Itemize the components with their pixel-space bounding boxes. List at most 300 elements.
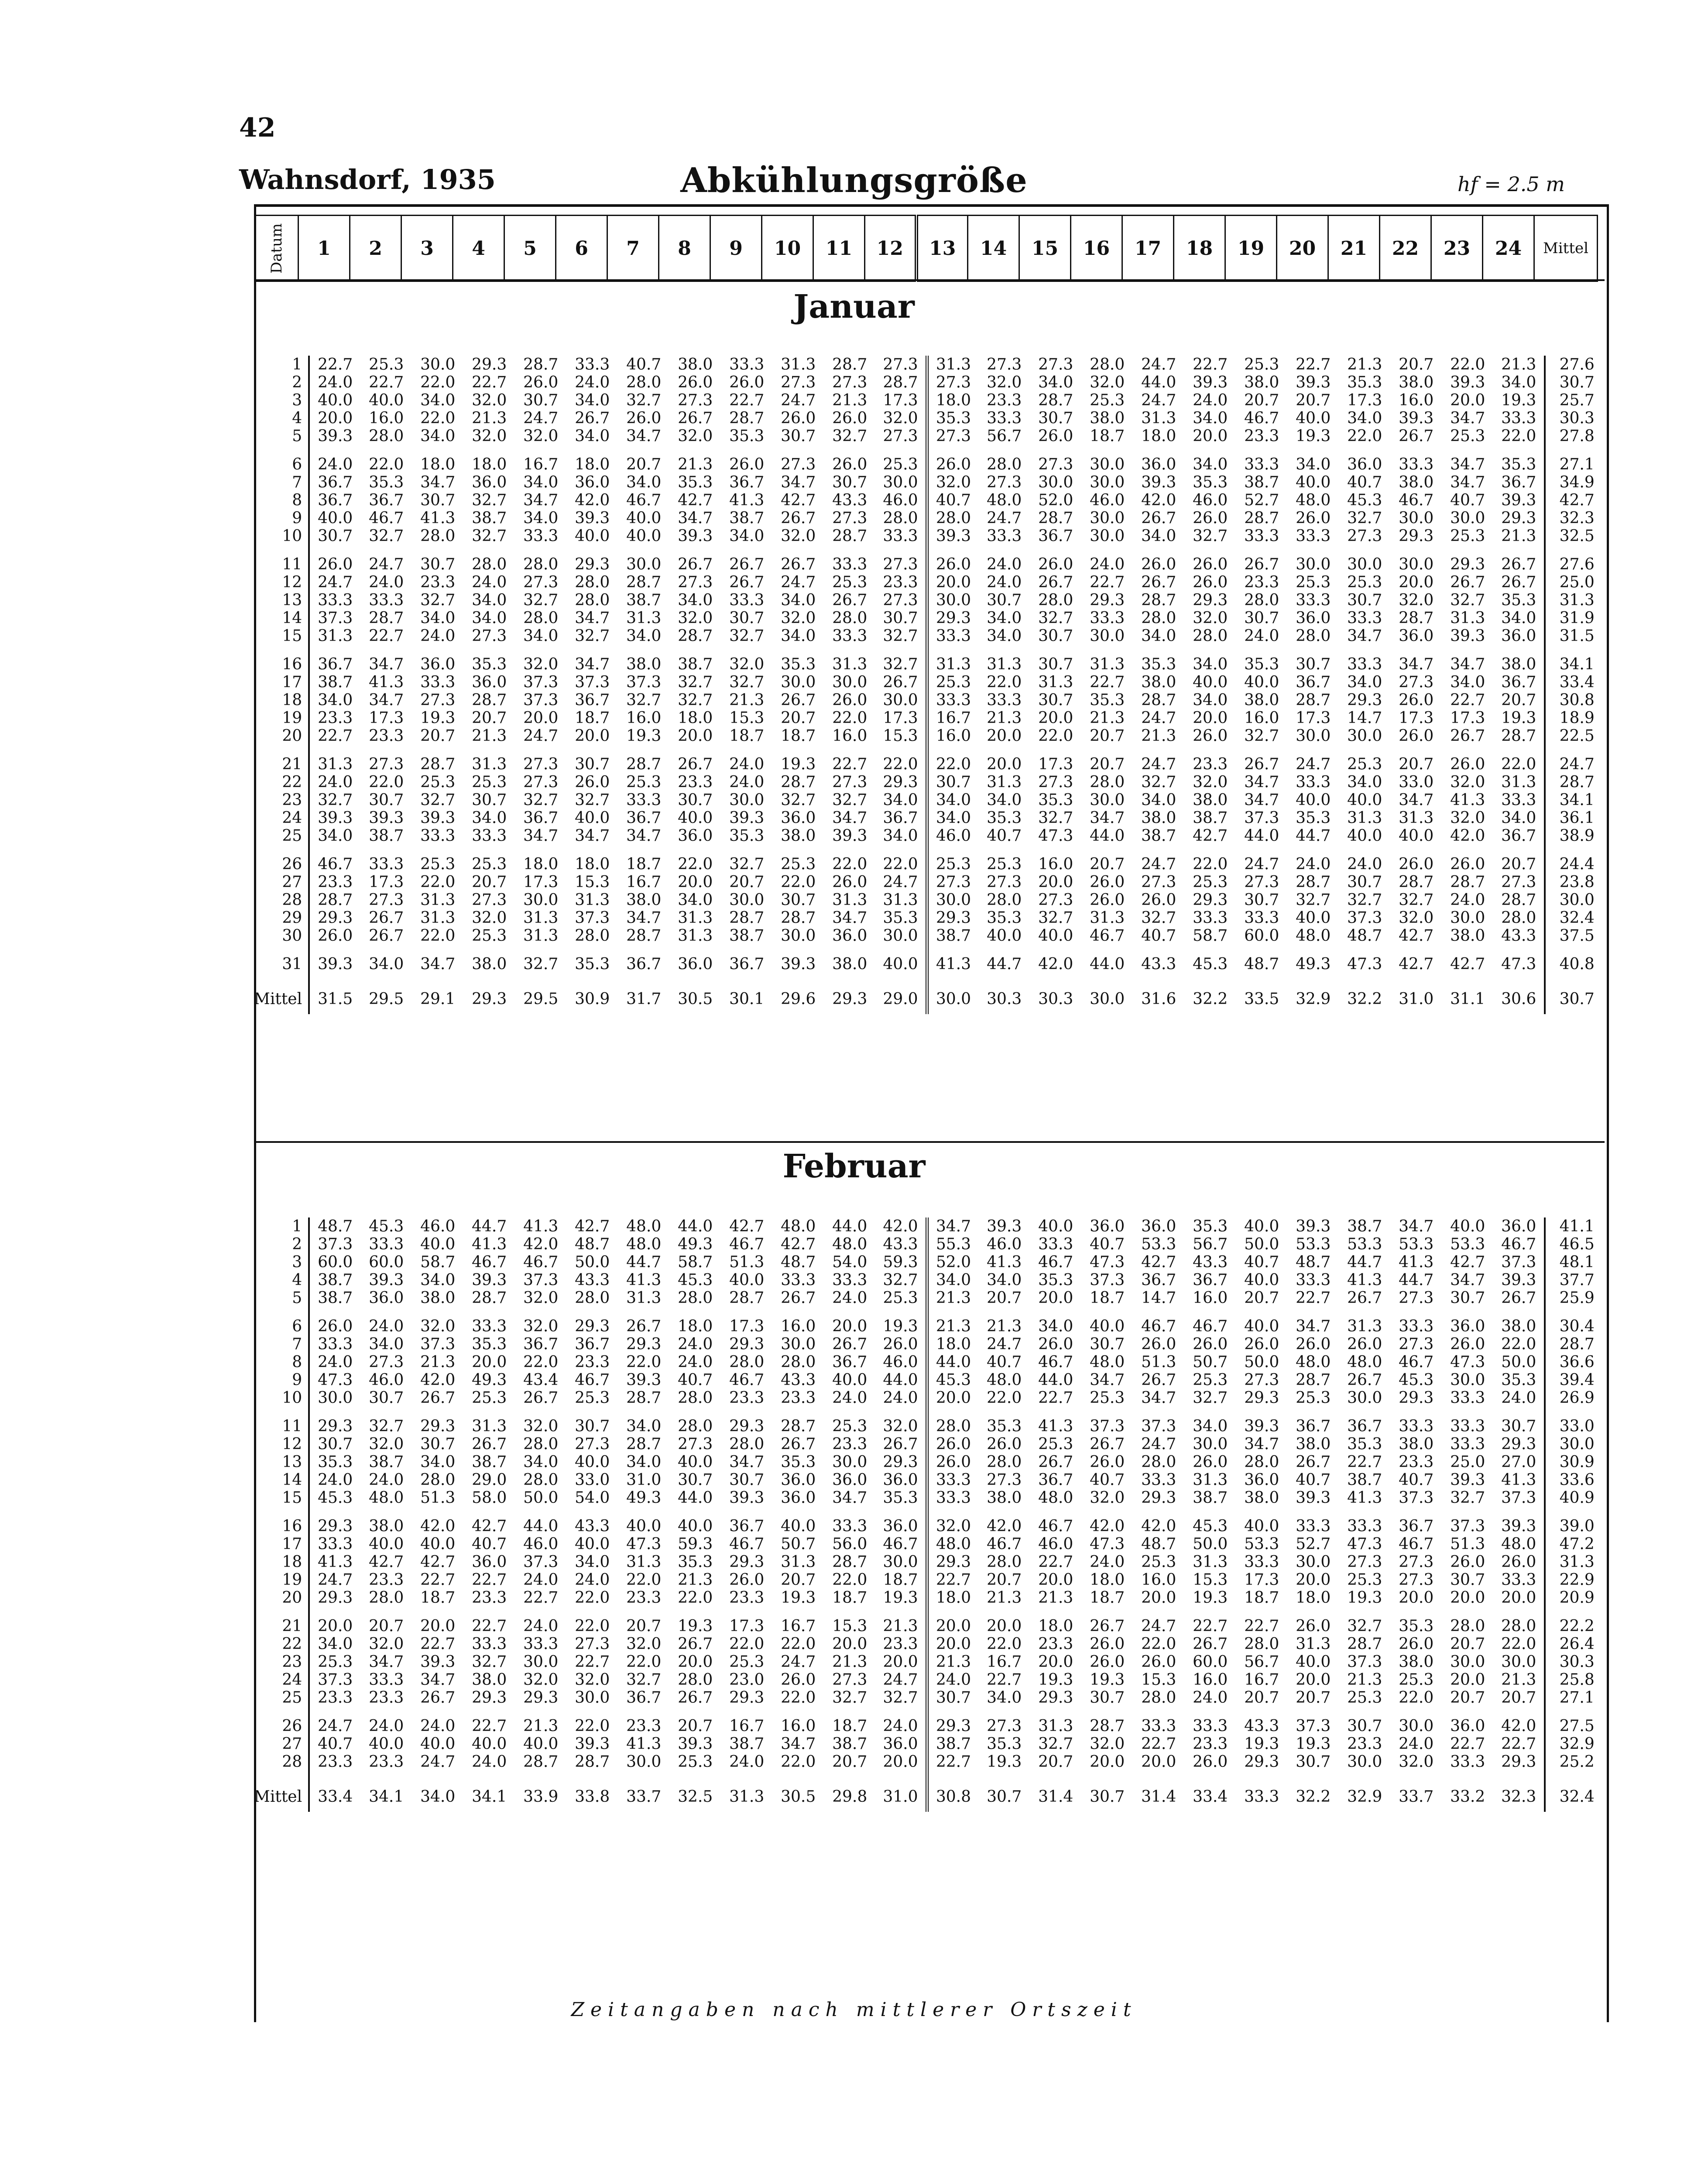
hour-cell: 30.5: [678, 990, 713, 1008]
hour-cell: 32.7: [1038, 1735, 1074, 1753]
table-row: [254, 955, 1608, 973]
hour-cell: 28.7: [781, 773, 816, 791]
hour-cell: 36.7: [1501, 673, 1537, 691]
hour-cell: 16.7: [1244, 1671, 1279, 1689]
hour-cell: 32.0: [472, 909, 507, 927]
hour-cell: 26.0: [1399, 855, 1434, 873]
hour-cell: 33.3: [1141, 1717, 1176, 1735]
hour-cell: 20.7: [1450, 1635, 1485, 1653]
table-row: [254, 891, 1608, 909]
hour-cell: 26.0: [1399, 691, 1434, 709]
hour-cell: 28.0: [729, 1435, 765, 1453]
table-row: [254, 1489, 1608, 1507]
hour-cell: 17.3: [1296, 709, 1331, 727]
hour-cell: 22.0: [875, 855, 927, 873]
hour-cell: 21.3: [729, 691, 765, 709]
table-row: [254, 1417, 1608, 1435]
hour-cell: 33.3: [832, 556, 868, 573]
hour-cell: 39.3: [678, 1735, 713, 1753]
table-row: [254, 1571, 1608, 1589]
hour-cell: 22.0: [832, 1571, 868, 1589]
hour-cell: 30.7: [575, 755, 610, 773]
hour-cell: 27.3: [875, 356, 927, 374]
hour-cell: 30.0: [832, 673, 868, 691]
hour-cell: 45.3: [1193, 955, 1228, 973]
hour-cell: 35.3: [575, 955, 610, 973]
table-row: [254, 1717, 1608, 1735]
hour-cell: 28.7: [626, 755, 662, 773]
table-row: [254, 356, 1608, 374]
hour-cell: 34.0: [987, 791, 1022, 809]
hour-cell: 36.7: [523, 809, 559, 827]
hour-cell: 20.0: [678, 873, 713, 891]
hour-cell: 34.0: [678, 891, 713, 909]
hour-cell: 23.3: [318, 1753, 353, 1771]
hour-cell: 40.7: [987, 1353, 1022, 1371]
hour-cell: 44.0: [1090, 955, 1125, 973]
hour-cell: 29.3: [318, 909, 353, 927]
hour-cell: 21.3: [1501, 527, 1537, 545]
hour-cell: 19.3: [1296, 427, 1331, 445]
hour-cell: 36.0: [472, 673, 507, 691]
hour-cell: 33.3: [420, 673, 456, 691]
hour-cell: 34.0: [1347, 773, 1382, 791]
hour-cell: 47.3: [1450, 1353, 1485, 1371]
hour-cell: 39.3: [420, 1653, 456, 1671]
hour-cell: 34.0: [626, 1453, 662, 1471]
hour-cell: 33.3: [369, 855, 404, 873]
hour-cell: 27.3: [1038, 356, 1074, 374]
hour-cell: 38.0: [1399, 473, 1434, 491]
hour-cell: 30.0: [1450, 909, 1485, 927]
hour-cell: 35.3: [1193, 1217, 1228, 1235]
daily-mean-cell: 30.3: [1545, 1653, 1608, 1671]
hour-cell: 23.3: [875, 573, 927, 591]
hour-cell: 22.0: [781, 873, 816, 891]
day-cell: 25: [254, 827, 309, 845]
hour-cell: 34.0: [318, 1635, 353, 1653]
hour-cell: 40.0: [1296, 909, 1331, 927]
hour-cell: 28.7: [832, 1553, 868, 1571]
hour-cell: 33.3: [1296, 527, 1331, 545]
hour-header: 17: [1122, 216, 1174, 281]
hour-cell: 32.0: [875, 409, 927, 427]
daily-mean-cell: 30.3: [1545, 409, 1608, 427]
hour-cell: 30.7: [987, 591, 1022, 609]
daily-mean-cell: 47.2: [1545, 1535, 1608, 1553]
hour-cell: 24.0: [729, 1753, 765, 1771]
hour-header: 11: [813, 216, 865, 281]
hour-cell: 25.3: [1347, 573, 1382, 591]
hour-cell: 28.0: [1090, 356, 1125, 374]
hour-cell: 26.0: [1296, 1617, 1331, 1635]
hour-cell: 35.3: [1038, 791, 1074, 809]
daily-mean-cell: 27.1: [1545, 456, 1608, 473]
daily-mean-cell: 34.1: [1545, 655, 1608, 673]
hour-cell: 30.0: [523, 891, 559, 909]
hour-cell: 49.3: [678, 1235, 713, 1253]
hour-cell: 39.3: [575, 1735, 610, 1753]
daily-mean-cell: 27.6: [1545, 556, 1608, 573]
hour-cell: 20.7: [1296, 1689, 1331, 1707]
table-row: [254, 691, 1608, 709]
hour-cell: 32.9: [1347, 1787, 1382, 1806]
hour-cell: 34.7: [626, 909, 662, 927]
hour-cell: 46.0: [523, 1535, 559, 1553]
hour-cell: 33.8: [575, 1787, 610, 1806]
hour-cell: 40.0: [1244, 1317, 1279, 1335]
hour-cell: 29.8: [832, 1787, 868, 1806]
hour-cell: 35.3: [1501, 456, 1537, 473]
day-cell: 29: [254, 909, 309, 927]
hour-cell: 20.7: [1399, 356, 1434, 374]
hour-cell: 34.0: [1038, 1317, 1074, 1335]
hour-cell: 37.3: [523, 691, 559, 709]
hour-cell: 32.0: [678, 609, 713, 627]
hour-cell: 53.3: [1399, 1235, 1434, 1253]
hour-cell: 26.7: [420, 1389, 456, 1407]
mean-header: Mittel: [1534, 216, 1598, 281]
hour-cell: 34.0: [1193, 655, 1228, 673]
hour-cell: 32.0: [472, 391, 507, 409]
hour-cell: 30.7: [369, 1389, 404, 1407]
hour-cell: 33.3: [472, 1317, 507, 1335]
hour-cell: 34.0: [1501, 374, 1537, 391]
hour-cell: 30.7: [1038, 655, 1074, 673]
hour-header: 9: [710, 216, 762, 281]
table-row: [254, 1617, 1608, 1635]
hour-cell: 40.0: [420, 1735, 456, 1753]
table-row: [254, 709, 1608, 727]
hour-cell: 40.0: [369, 1735, 404, 1753]
hour-cell: 33.0: [1399, 773, 1434, 791]
hour-cell: 33.3: [1399, 456, 1434, 473]
hour-cell: 28.7: [626, 1389, 662, 1407]
hour-cell: 46.7: [1193, 1317, 1228, 1335]
hour-cell: 19.3: [875, 1317, 927, 1335]
hour-cell: 16.7: [936, 709, 971, 727]
hour-cell: 25.3: [472, 927, 507, 945]
hour-cell: 30.7: [1090, 1787, 1125, 1806]
hour-cell: 19.3: [1038, 1671, 1074, 1689]
hour-cell: 35.3: [1193, 473, 1228, 491]
day-cell: 12: [254, 573, 309, 591]
hour-cell: 37.3: [575, 909, 610, 927]
hour-cell: 18.0: [420, 456, 456, 473]
hour-cell: 37.3: [523, 1553, 559, 1571]
hour-cell: 41.3: [420, 509, 456, 527]
hour-cell: 26.0: [1450, 755, 1485, 773]
hour-cell: 36.0: [1501, 627, 1537, 645]
table-row: [254, 727, 1608, 745]
table-row: [254, 527, 1608, 545]
hour-cell: 23.3: [575, 1353, 610, 1371]
hour-cell: 31.1: [1450, 990, 1485, 1008]
hour-cell: 38.7: [369, 1453, 404, 1471]
hour-cell: 30.7: [1038, 409, 1074, 427]
daily-mean-cell: 39.4: [1545, 1371, 1608, 1389]
hour-cell: 41.3: [369, 673, 404, 691]
hour-header: 20: [1277, 216, 1328, 281]
hour-cell: 32.7: [781, 791, 816, 809]
hour-cell: 30.7: [1244, 891, 1279, 909]
hour-cell: 25.3: [1296, 1389, 1331, 1407]
hour-cell: 30.7: [781, 427, 816, 445]
hour-cell: 22.0: [936, 755, 971, 773]
hour-cell: 42.0: [1141, 1517, 1176, 1535]
hour-cell: 32.0: [781, 609, 816, 627]
hour-cell: 29.3: [875, 1453, 927, 1471]
hour-cell: 20.0: [1296, 1671, 1331, 1689]
hour-cell: 34.0: [420, 609, 456, 627]
hour-cell: 25.3: [1038, 1435, 1074, 1453]
hour-cell: 28.0: [1501, 1617, 1537, 1635]
hour-cell: 28.7: [781, 909, 816, 927]
hour-cell: 38.0: [678, 356, 713, 374]
hour-cell: 32.7: [1450, 591, 1485, 609]
hour-cell: 38.0: [1141, 673, 1176, 691]
hour-cell: 34.0: [523, 473, 559, 491]
hour-cell: 33.3: [1450, 1389, 1485, 1407]
hour-cell: 36.0: [875, 1735, 927, 1753]
day-cell: 14: [254, 609, 309, 627]
hour-cell: 30.0: [1090, 990, 1125, 1008]
hour-cell: 20.7: [1501, 855, 1537, 873]
hour-cell: 40.0: [678, 809, 713, 827]
daily-mean-cell: 42.7: [1545, 491, 1608, 509]
hour-cell: 27.3: [1038, 891, 1074, 909]
hour-cell: 32.0: [1450, 773, 1485, 791]
hour-cell: 27.3: [1501, 873, 1537, 891]
hour-cell: 42.0: [575, 491, 610, 509]
daily-mean-cell: 30.8: [1545, 691, 1608, 709]
hour-cell: 32.0: [1450, 809, 1485, 827]
hour-cell: 36.0: [832, 1471, 868, 1489]
table-row: [254, 1453, 1608, 1471]
hour-cell: 31.3: [1038, 1717, 1074, 1735]
hour-cell: 38.0: [1501, 1317, 1537, 1335]
hour-cell: 30.0: [1090, 456, 1125, 473]
hour-cell: 46.7: [987, 1535, 1022, 1553]
hour-cell: 42.0: [1450, 827, 1485, 845]
day-cell: 7: [254, 1335, 309, 1353]
hour-cell: 30.7: [1090, 1689, 1125, 1707]
hour-cell: 32.7: [1141, 773, 1176, 791]
hour-cell: 18.0: [575, 456, 610, 473]
hour-cell: 46.7: [1038, 1517, 1074, 1535]
hour-cell: 17.3: [1038, 755, 1074, 773]
hour-cell: 39.3: [987, 1217, 1022, 1235]
hour-cell: 38.7: [626, 591, 662, 609]
hour-cell: 33.3: [1399, 1417, 1434, 1435]
hour-cell: 26.7: [781, 691, 816, 709]
hour-cell: 32.7: [369, 1417, 404, 1435]
month-divider-rule: [254, 1141, 1605, 1143]
hour-cell: 41.3: [626, 1271, 662, 1289]
hour-cell: 42.0: [875, 1217, 927, 1235]
hour-cell: 40.0: [1244, 1517, 1279, 1535]
hour-cell: 28.0: [420, 1471, 456, 1489]
hour-cell: 34.0: [626, 1417, 662, 1435]
day-cell: 1: [254, 356, 309, 374]
hour-cell: 30.3: [1038, 990, 1074, 1008]
hour-cell: 40.7: [318, 1735, 353, 1753]
hour-cell: 33.3: [1193, 1717, 1228, 1735]
hour-header: 1: [298, 216, 350, 281]
daily-mean-cell: 30.7: [1545, 984, 1608, 1014]
hour-cell: 47.3: [1347, 1535, 1382, 1553]
hour-cell: 31.3: [781, 356, 816, 374]
hour-cell: 33.3: [832, 1271, 868, 1289]
hour-cell: 16.0: [1193, 1671, 1228, 1689]
hour-cell: 22.0: [420, 374, 456, 391]
hour-cell: 33.3: [1244, 909, 1279, 927]
hour-cell: 31.3: [626, 1289, 662, 1307]
hour-cell: 26.0: [781, 409, 816, 427]
hour-cell: 33.7: [626, 1787, 662, 1806]
hour-cell: 38.7: [729, 927, 765, 945]
hour-cell: 27.3: [936, 873, 971, 891]
hour-cell: 16.0: [936, 727, 971, 745]
hour-cell: 24.0: [318, 1353, 353, 1371]
hour-cell: 35.3: [472, 1335, 507, 1353]
hour-cell: 34.7: [1244, 773, 1279, 791]
hour-cell: 40.0: [1244, 673, 1279, 691]
hour-cell: 34.1: [369, 1787, 404, 1806]
hour-cell: 40.0: [1450, 1217, 1485, 1235]
hour-cell: 16.0: [1399, 391, 1434, 409]
hour-cell: 22.0: [1501, 755, 1537, 773]
hour-cell: 55.3: [936, 1235, 971, 1253]
hour-cell: 35.3: [1090, 691, 1125, 709]
hour-cell: 34.0: [523, 509, 559, 527]
hour-cell: 33.3: [987, 691, 1022, 709]
hour-cell: 18.7: [729, 727, 765, 745]
hour-cell: 27.3: [832, 1671, 868, 1689]
daily-mean-cell: 27.6: [1545, 356, 1608, 374]
hour-cell: 45.3: [678, 1271, 713, 1289]
hour-cell: 59.3: [875, 1253, 927, 1271]
hour-cell: 30.7: [1450, 1571, 1485, 1589]
hour-cell: 36.7: [575, 1335, 610, 1353]
table-row: [254, 1635, 1608, 1653]
hour-cell: 37.3: [575, 673, 610, 691]
datum-header: Datum: [255, 216, 298, 281]
hour-cell: 34.0: [1141, 627, 1176, 645]
hour-cell: 32.7: [832, 791, 868, 809]
hour-cell: 16.0: [781, 1717, 816, 1735]
daily-mean-cell: 31.9: [1545, 609, 1608, 627]
hour-cell: 33.3: [318, 591, 353, 609]
hour-cell: 29.1: [420, 990, 456, 1008]
hour-cell: 42.0: [523, 1235, 559, 1253]
footer-note: Zeitangaben nach mittlerer Ortszeit: [571, 1999, 1137, 2021]
hour-cell: 24.7: [875, 1671, 927, 1689]
hour-cell: 40.7: [472, 1535, 507, 1553]
hour-cell: 34.0: [575, 391, 610, 409]
hour-cell: 24.0: [318, 374, 353, 391]
hour-cell: 27.3: [523, 755, 559, 773]
hour-cell: 32.7: [575, 791, 610, 809]
hour-cell: 36.0: [1450, 1717, 1485, 1735]
hour-cell: 32.7: [875, 655, 927, 673]
hour-cell: 16.0: [1193, 1289, 1228, 1307]
day-cell: 8: [254, 1353, 309, 1371]
hour-cell: 34.0: [626, 627, 662, 645]
hour-cell: 31.3: [575, 891, 610, 909]
hour-cell: 56.7: [1244, 1653, 1279, 1671]
day-cell: 28: [254, 891, 309, 909]
hour-cell: 29.0: [875, 984, 927, 1014]
hour-cell: 27.3: [1244, 1371, 1279, 1389]
hour-cell: 40.0: [1347, 827, 1382, 845]
hour-cell: 18.0: [936, 1589, 971, 1607]
hour-cell: 33.3: [987, 409, 1022, 427]
hour-cell: 37.3: [523, 673, 559, 691]
hour-cell: 40.0: [472, 1735, 507, 1753]
hour-cell: 22.7: [1141, 1735, 1176, 1753]
hour-cell: 27.3: [575, 1635, 610, 1653]
hour-cell: 47.3: [1090, 1253, 1125, 1271]
hour-cell: 24.0: [832, 1289, 868, 1307]
hour-cell: 32.0: [523, 655, 559, 673]
hour-cell: 38.7: [1193, 809, 1228, 827]
daily-mean-cell: 46.5: [1545, 1235, 1608, 1253]
hour-cell: 27.3: [1399, 1289, 1434, 1307]
hour-cell: 30.0: [1296, 1553, 1331, 1571]
hour-cell: 46.7: [369, 509, 404, 527]
hour-cell: 24.0: [369, 573, 404, 591]
hour-cell: 38.7: [369, 827, 404, 845]
hour-cell: 47.3: [1038, 827, 1074, 845]
hour-cell: 40.0: [420, 1535, 456, 1553]
hour-cell: 36.7: [1399, 1517, 1434, 1535]
hour-cell: 40.0: [832, 1371, 868, 1389]
daily-mean-cell: 25.2: [1545, 1753, 1608, 1771]
hour-cell: 31.3: [1193, 1471, 1228, 1489]
hour-cell: 26.7: [420, 1689, 456, 1707]
hour-cell: 28.0: [875, 509, 927, 527]
hour-cell: 30.0: [1450, 1371, 1485, 1389]
day-cell: 24: [254, 1671, 309, 1689]
hour-cell: 39.3: [832, 827, 868, 845]
hour-cell: 39.3: [318, 955, 353, 973]
hour-cell: 21.3: [1347, 356, 1382, 374]
hour-cell: 37.3: [1501, 1489, 1537, 1507]
hour-cell: 32.0: [1193, 609, 1228, 627]
hour-cell: 36.0: [781, 809, 816, 827]
hour-cell: 30.0: [936, 891, 971, 909]
hour-cell: 28.7: [472, 691, 507, 709]
hour-cell: 20.7: [1399, 755, 1434, 773]
hour-cell: 28.0: [420, 527, 456, 545]
daily-mean-cell: 22.2: [1545, 1617, 1608, 1635]
hour-cell: 26.0: [1141, 556, 1176, 573]
hour-cell: 20.7: [987, 1571, 1022, 1589]
hour-cell: 34.7: [1296, 1317, 1331, 1335]
hour-cell: 38.0: [832, 955, 868, 973]
hour-cell: 53.3: [1296, 1235, 1331, 1253]
hour-cell: 36.7: [1038, 527, 1074, 545]
hour-cell: 32.7: [875, 1689, 927, 1707]
hour-cell: 50.0: [523, 1489, 559, 1507]
hour-cell: 50.0: [1193, 1535, 1228, 1553]
hour-cell: 34.0: [1501, 609, 1537, 627]
day-cell: 18: [254, 691, 309, 709]
hour-cell: 22.7: [472, 1617, 507, 1635]
hour-cell: 36.0: [1399, 627, 1434, 645]
hour-header: 22: [1380, 216, 1431, 281]
